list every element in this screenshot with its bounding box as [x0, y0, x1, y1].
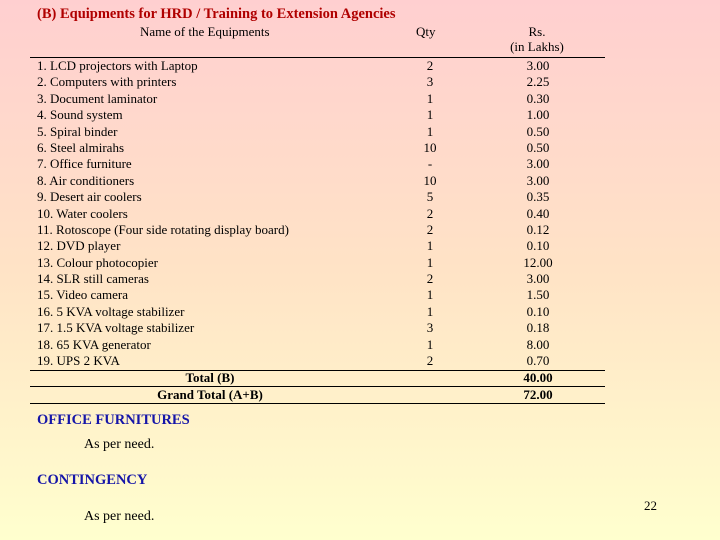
equipment-qty: 2 — [426, 221, 434, 237]
equipment-cost: 1.50 — [526, 287, 550, 303]
equipment-cost: 0.40 — [526, 205, 550, 221]
equipment-cost: 0.12 — [526, 221, 550, 237]
equipment-cost: 0.18 — [526, 320, 550, 336]
table-row — [37, 124, 597, 140]
equipment-name: 6. Steel almirahs — [37, 139, 125, 155]
column-header-rs-line1: Rs. — [528, 24, 546, 39]
equipment-name: 10. Water coolers — [37, 205, 128, 221]
equipment-name: 11. Rotoscope (Four side rotating display board) — [37, 221, 289, 237]
equipment-name: 9. Desert air coolers — [37, 189, 142, 205]
equipment-name: 8. Air conditioners — [37, 172, 135, 188]
equipment-qty: 1 — [426, 303, 434, 319]
equipment-cost: 0.50 — [526, 123, 550, 139]
equipment-qty: 1 — [426, 287, 434, 303]
equipment-cost: 0.30 — [526, 90, 550, 106]
column-header-name: Name of the Equipments — [140, 24, 270, 39]
office-furnitures-heading: OFFICE FURNITURES — [37, 412, 190, 428]
equipment-cost: 12.00 — [523, 254, 553, 270]
grand-total-value: 72.00 — [523, 387, 553, 402]
equipment-qty: 2 — [426, 205, 434, 221]
equipment-name: 18. 65 KVA generator — [37, 336, 151, 352]
page-number: 22 — [644, 498, 657, 513]
table-row — [37, 58, 597, 74]
equipment-cost: 1.00 — [526, 107, 550, 123]
equipment-cost: 3.00 — [526, 58, 550, 73]
equipment-cost: 2.25 — [526, 74, 550, 90]
table-row — [37, 156, 597, 172]
equipment-name: 15. Video camera — [37, 287, 129, 303]
table-row — [37, 238, 597, 254]
total-row — [37, 370, 597, 386]
office-furnitures-note: As per need. — [84, 437, 155, 452]
table-row — [37, 107, 597, 123]
equipment-cost: 3.00 — [526, 172, 550, 188]
equipment-table-body — [37, 58, 597, 369]
equipment-qty: 2 — [426, 353, 434, 369]
total-label: Total (B) — [185, 370, 235, 385]
equipment-qty: 1 — [426, 238, 434, 254]
equipment-qty: 2 — [426, 271, 434, 287]
table-row — [37, 337, 597, 353]
equipment-name: 7. Office furniture — [37, 156, 132, 172]
table-row — [37, 353, 597, 369]
equipment-name: 17. 1.5 KVA voltage stabilizer — [37, 320, 195, 336]
contingency-heading: CONTINGENCY — [37, 472, 148, 488]
table-row — [37, 74, 597, 90]
equipment-cost: 0.70 — [526, 353, 550, 369]
equipment-qty: 2 — [426, 58, 434, 73]
grand-total-label: Grand Total (A+B) — [157, 387, 263, 402]
equipment-cost: 0.10 — [526, 303, 550, 319]
table-row — [37, 140, 597, 156]
equipment-cost: 3.00 — [526, 156, 550, 172]
table-row — [37, 91, 597, 107]
equipment-cost: 3.00 — [526, 271, 550, 287]
equipment-name: 16. 5 KVA voltage stabilizer — [37, 303, 185, 319]
equipment-name: 19. UPS 2 KVA — [37, 353, 120, 369]
column-header-rs — [505, 24, 569, 54]
equipment-name: 5. Spiral binder — [37, 123, 118, 139]
equipment-name: 3. Document laminator — [37, 90, 158, 106]
equipment-qty: 1 — [426, 107, 434, 123]
page-title: (B) Equipments for HRD / Training to Extension Agencies — [37, 6, 396, 22]
equipment-qty: - — [427, 156, 433, 172]
table-row — [37, 271, 597, 287]
equipment-qty: 10 — [423, 139, 437, 155]
equipment-cost: 0.35 — [526, 189, 550, 205]
equipment-qty: 1 — [426, 90, 434, 106]
total-value: 40.00 — [523, 370, 553, 385]
equipment-qty: 3 — [426, 320, 434, 336]
grand-total-row — [37, 387, 597, 403]
column-header-qty: Qty — [416, 24, 436, 39]
equipment-cost: 0.10 — [526, 238, 550, 254]
table-row — [37, 304, 597, 320]
equipment-qty: 1 — [426, 254, 434, 270]
contingency-note: As per need. — [84, 509, 155, 524]
equipment-qty: 1 — [426, 123, 434, 139]
table-row — [37, 189, 597, 205]
equipment-qty: 3 — [426, 74, 434, 90]
table-row — [37, 206, 597, 222]
table-row — [37, 320, 597, 336]
table-row — [37, 255, 597, 271]
equipment-name: 12. DVD player — [37, 238, 121, 254]
column-header-rs-line2: (in Lakhs) — [510, 39, 564, 54]
equipment-name: 4. Sound system — [37, 107, 123, 123]
equipment-qty: 10 — [423, 172, 437, 188]
table-row — [37, 287, 597, 303]
equipment-name: 1. LCD projectors with Laptop — [37, 58, 198, 73]
equipment-qty: 1 — [426, 336, 434, 352]
equipment-cost: 8.00 — [526, 336, 550, 352]
equipment-cost: 0.50 — [526, 139, 550, 155]
equipment-name: 14. SLR still cameras — [37, 271, 149, 287]
table-row — [37, 173, 597, 189]
total-rule-bottom — [30, 403, 605, 404]
equipment-name: 2. Computers with printers — [37, 74, 177, 90]
table-row — [37, 222, 597, 238]
equipment-qty: 5 — [426, 189, 434, 205]
equipment-name: 13. Colour photocopier — [37, 254, 158, 270]
